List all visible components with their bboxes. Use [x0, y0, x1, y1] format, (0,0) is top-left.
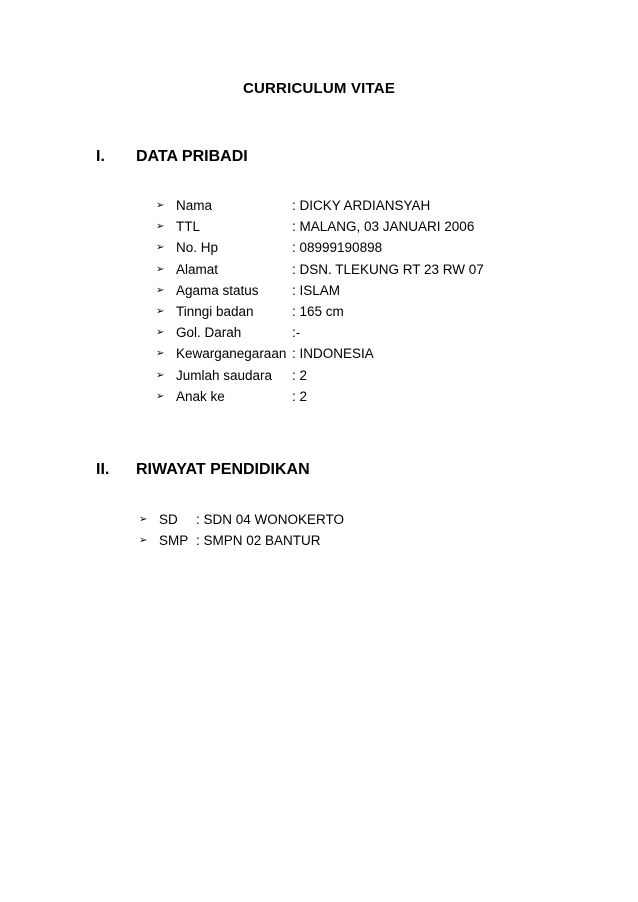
list-item — [156, 259, 484, 280]
field-label: Kewarganegaraan — [176, 346, 287, 362]
section-heading-data-pribadi — [96, 148, 248, 166]
field-label: SD — [159, 512, 178, 527]
list-item — [156, 301, 484, 322]
arrowhead-bullet-icon: ➢ — [156, 390, 165, 402]
arrowhead-bullet-icon: ➢ — [156, 221, 165, 233]
field-value: : SMPN 02 BANTUR — [196, 533, 321, 549]
list-item — [156, 195, 484, 216]
arrowhead-bullet-icon: ➢ — [156, 284, 165, 296]
field-value: : ISLAM — [292, 282, 341, 298]
field-label: Nama — [176, 198, 213, 213]
field-value: : 165 cm — [292, 303, 344, 319]
list-item — [156, 237, 484, 258]
field-value: :- — [292, 325, 301, 341]
arrowhead-bullet-icon: ➢ — [156, 327, 165, 339]
field-value: : DICKY ARDIANSYAH — [292, 198, 431, 213]
list-item — [156, 322, 484, 343]
section-title: DATA PRIBADI — [136, 148, 248, 165]
list-item — [156, 386, 484, 407]
field-label: Jumlah saudara — [176, 367, 273, 383]
section-heading-riwayat-pendidikan — [96, 461, 310, 479]
arrowhead-bullet-icon: ➢ — [156, 200, 165, 211]
field-value: : 2 — [292, 388, 308, 404]
field-value: : 08999190898 — [292, 240, 383, 256]
arrowhead-bullet-icon: ➢ — [139, 514, 148, 525]
arrowhead-bullet-icon: ➢ — [156, 369, 165, 381]
list-item — [156, 280, 484, 301]
arrowhead-bullet-icon: ➢ — [156, 305, 165, 317]
field-label: Tinngi badan — [176, 303, 254, 319]
arrowhead-bullet-icon: ➢ — [156, 348, 165, 360]
field-label: Agama status — [176, 282, 259, 298]
data-pribadi-list — [156, 195, 484, 407]
field-label: No. Hp — [176, 240, 219, 256]
section-number: II. — [96, 461, 110, 478]
list-item — [139, 509, 344, 530]
field-value: : DSN. TLEKUNG RT 23 RW 07 — [292, 261, 484, 277]
section-number: I. — [96, 148, 105, 165]
document-title: CURRICULUM VITAE — [242, 80, 396, 97]
list-item — [156, 343, 484, 364]
arrowhead-bullet-icon: ➢ — [139, 535, 148, 547]
arrowhead-bullet-icon: ➢ — [156, 263, 165, 275]
field-label: Anak ke — [176, 388, 225, 404]
list-item — [139, 530, 344, 551]
list-item — [156, 365, 484, 386]
field-label: Alamat — [176, 261, 219, 277]
riwayat-pendidikan-list — [139, 509, 344, 551]
list-item — [156, 216, 484, 237]
field-label: Gol. Darah — [176, 325, 242, 341]
field-label: SMP — [159, 533, 189, 549]
field-value: : 2 — [292, 367, 308, 383]
field-value: : SDN 04 WONOKERTO — [196, 512, 345, 527]
field-label: TTL — [176, 219, 201, 235]
field-value: : INDONESIA — [292, 346, 374, 362]
arrowhead-bullet-icon: ➢ — [156, 242, 165, 254]
field-value: : MALANG, 03 JANUARI 2006 — [292, 219, 475, 235]
section-title: RIWAYAT PENDIDIKAN — [136, 461, 310, 478]
